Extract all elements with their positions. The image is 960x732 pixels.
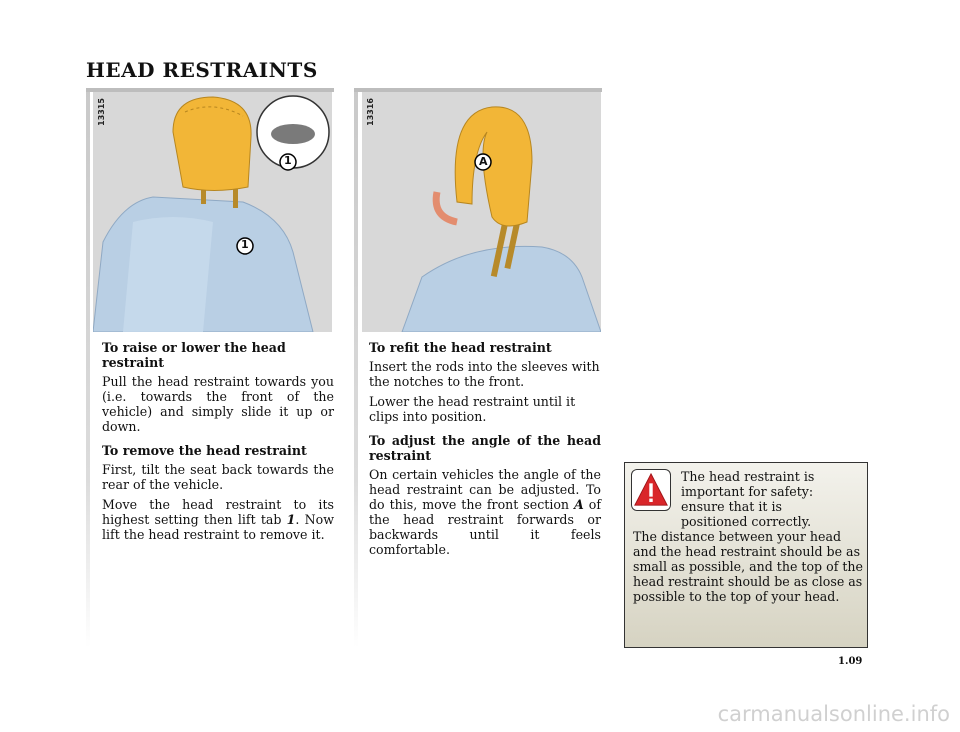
section-heading-adjust: To adjust the angle of the head restraint [369,433,601,463]
head-restraint-seat-illustration [93,92,332,332]
section-a-reference: A [574,497,584,512]
page-title: HEAD RESTRAINTS [86,58,318,82]
left-column-text [102,340,334,547]
figure-adjust-head-restraint [362,92,601,332]
paragraph-adjust: On certain vehicles the angle of the head restraint can be adjusted. To do this, move the front section A of the head restraint forwards or backwards until it feels comfortable. [369,467,602,557]
paragraph-refit-2: Lower the head restraint until it clips into position. [369,394,576,424]
warning-body-text: The distance between your head and the head restraint should be as small as possible, and the top of the head restraint should be as close as possible to the top of your head. [633,529,863,604]
column-rule-left [86,88,90,648]
warning-lead-text: The head restraint is important for safety: ensure that it is positioned correctly. [681,469,815,529]
page-number: 1.09 [838,656,863,667]
column-rule-middle [354,88,358,648]
watermark: carmanualsonline.info [717,702,950,726]
figure-code: 13316 [366,98,375,126]
figure-raise-head-restraint [93,92,332,332]
head-restraint-angle-illustration [362,92,601,332]
section-heading-refit: To refit the head restraint [369,340,552,355]
tab-reference: 1 [286,512,296,527]
middle-column-text [369,340,601,562]
paragraph-remove-1: First, tilt the seat back towards the rear of the vehicle. [102,462,334,492]
figure-code: 13315 [97,98,106,126]
warning-triangle-icon [631,469,671,511]
section-heading-remove: To remove the head restraint [102,443,307,458]
section-heading-raise: To raise or lower the head restraint [102,340,286,370]
paragraph-refit-1: Insert the rods into the sleeves with the notches to the front. [369,359,600,389]
callout-1-tab: 1 [241,238,249,251]
callout-1-top: 1 [284,154,292,167]
paragraph-remove-2: Move the head restraint to its highest setting then lift tab 1. Now lift the head restraint to remove it. [102,497,335,542]
warning-box [624,462,868,648]
callout-a: A [479,155,488,168]
paragraph-raise: Pull the head restraint towards you (i.e. towards the front of the vehicle) and simply slide it up or down. [102,374,334,434]
